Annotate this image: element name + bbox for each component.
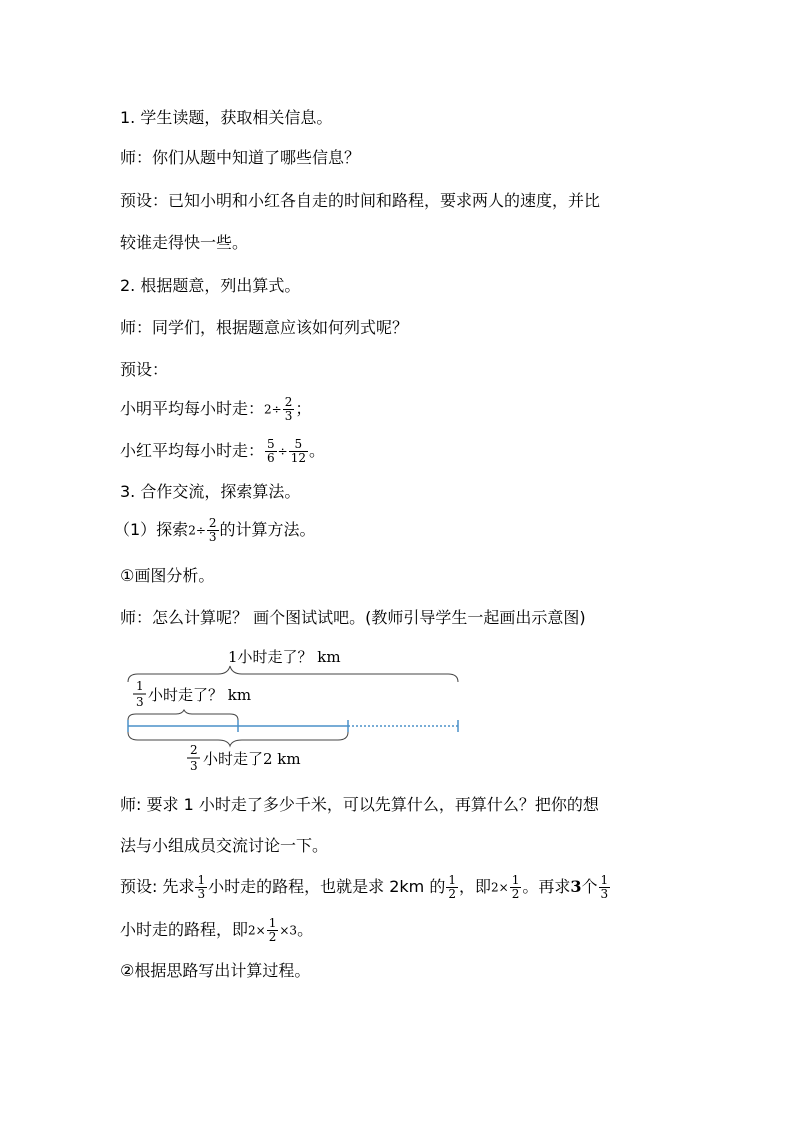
- fraction: $\frac{5}{12}$: [290, 437, 306, 465]
- fraction: $\frac{1}{3}$: [197, 873, 206, 901]
- fraction: $\frac{5}{6}$: [267, 437, 275, 465]
- bottom-brace: [128, 732, 348, 746]
- fraction: $\frac{1}{2}$: [448, 873, 456, 901]
- bottom-fraction-den: 3: [190, 759, 198, 773]
- teacher-question-3: 师：怎么计算呢？ 画个图试试吧。(教师引导学生一起画出示意图): [120, 608, 586, 627]
- preset-answer-1a: 预设：已知小明和小红各自走的时间和路程，要求两人的速度，并比: [120, 191, 601, 210]
- sub-step-1-title: （1）探索2÷ $\frac{2}{3}$ 的计算方法。: [114, 516, 316, 544]
- teacher-question-4a: 师: 要求 1 小时走了多少千米，可以先算什么，再算什么？把你的想: [120, 795, 599, 814]
- write-process-title: ②根据思路写出计算过程。: [120, 961, 311, 980]
- bottom-fraction-num: 2: [190, 743, 198, 757]
- teacher-question-4b: 法与小组成员交流讨论一下。: [120, 836, 329, 855]
- bottom-label: 小时走了2 km: [203, 750, 301, 768]
- preset-answer-2b: 小时走的路程，即2× $\frac{1}{2}$ ×3。: [120, 916, 314, 944]
- step-1-title: 1. 学生读题，获取相关信息。: [120, 108, 333, 127]
- teacher-question-1: 师：你们从题中知道了哪些信息？: [120, 148, 361, 167]
- preset-answer-1b: 较谁走得快一些。: [120, 233, 249, 252]
- third-fraction-num: 1: [136, 679, 144, 693]
- fraction: $\frac{1}{2}$: [511, 873, 520, 901]
- fraction: $\frac{2}{3}$: [208, 516, 217, 544]
- diagram-top-label: 1小时走了？ km: [228, 648, 341, 666]
- third-label: 小时走了？ km: [148, 686, 252, 704]
- third-brace: [128, 710, 238, 720]
- xiaoming-formula: 小明平均每小时走：2÷ $\frac{2}{3}$ ；: [120, 395, 312, 423]
- preset-label: 预设：: [120, 360, 169, 379]
- fraction: $\frac{2}{3}$: [284, 395, 293, 423]
- fraction: $\frac{1}{3}$: [600, 873, 609, 901]
- preset-answer-2a: 预设: 先求 $\frac{1}{3}$ 小时走的路程，也就是求 2km 的 $\frac{1}{2}$ ，即2× $\frac{1}{2}$ 。再求3个 $\frac{1}{3}$: [120, 873, 609, 901]
- top-brace: [128, 666, 458, 682]
- drawing-analysis-title: ①画图分析。: [120, 566, 215, 585]
- step-2-title: 2. 根据题意，列出算式。: [120, 276, 301, 295]
- xiaohong-formula: 小红平均每小时走： $\frac{5}{6}$ ÷ $\frac{5}{12}$ 。: [120, 437, 326, 465]
- step-3-title: 3. 合作交流，探索算法。: [120, 482, 301, 501]
- third-fraction-den: 3: [136, 695, 144, 709]
- line-segment-diagram: [118, 640, 468, 780]
- fraction: $\frac{1}{2}$: [268, 916, 277, 944]
- teacher-question-2: 师：同学们，根据题意应该如何列式呢？: [120, 318, 409, 337]
